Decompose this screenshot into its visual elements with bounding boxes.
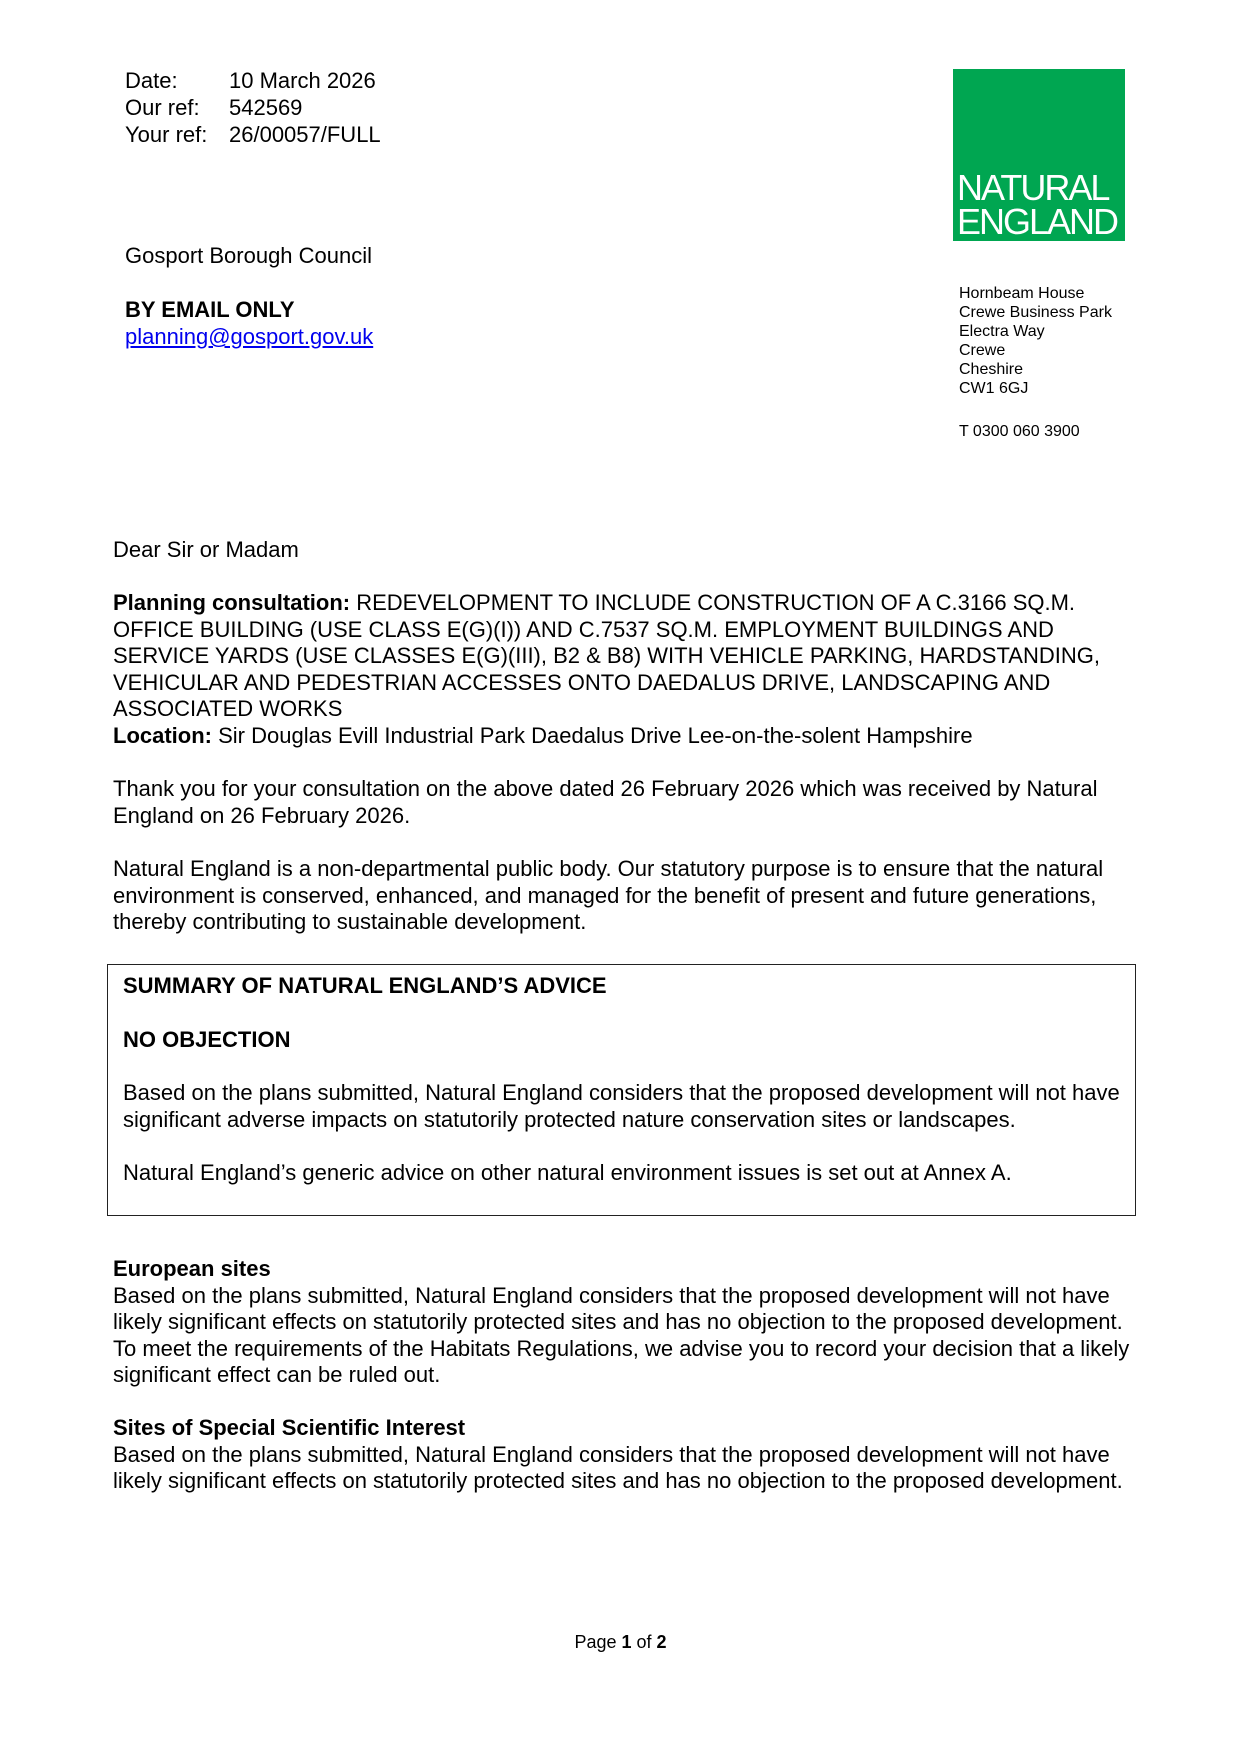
location-text: Sir Douglas Evill Industrial Park Daedalus Drive Lee-on-the-solent Hampshire [212, 722, 973, 748]
page-total: 2 [656, 1632, 667, 1652]
european-sites-text: Based on the plans submitted, Natural England considers that the proposed development will not have likely significant effects on statutorily protected sites and has no objection to the proposed development. To meet the requirements of the Habitats Regulations, we advise you to record your decision that a likely significant effect can be ruled out. [113, 1282, 1130, 1387]
location-line [113, 723, 1143, 750]
summary-paragraph-1: Based on the plans submitted, Natural England considers that the proposed development will not have significant adverse impacts on statutorily protected nature conservation sites or landscapes. [123, 1080, 1120, 1132]
consultation-label: Planning consultation: [113, 590, 351, 615]
summary-paragraph-2: Natural England’s generic advice on other natural environment issues is set out at Annex A. [123, 1160, 1012, 1185]
consultation-line [113, 590, 1143, 723]
page-current: 1 [621, 1632, 632, 1652]
summary-verdict: NO OBJECTION [123, 1026, 291, 1052]
address-line-2: Crewe Business Park [959, 304, 1112, 321]
advice-summary-box [107, 964, 1136, 1216]
of-word: of [631, 1632, 657, 1652]
address-line-1: Hornbeam House [959, 285, 1085, 302]
sssi-text: Based on the plans submitted, Natural England considers that the proposed development will not have likely significant effects on statutorily protected sites and has no objection to the proposed development. [113, 1441, 1123, 1493]
our-ref-label: Our ref: [125, 95, 200, 120]
address-line-4: Crewe [959, 342, 1006, 359]
date-label: Date: [125, 68, 178, 93]
address-line-3: Electra Way [959, 323, 1045, 340]
summary-content [123, 973, 1123, 1187]
salutation: Dear Sir or Madam [113, 537, 299, 562]
sssi-heading: Sites of Special Scientific Interest [113, 1415, 466, 1440]
page-word: Page [574, 1632, 622, 1652]
location-label: Location: [113, 722, 212, 748]
consultation-text: REDEVELOPMENT TO INCLUDE CONSTRUCTION OF A C.3166 SQ.M. OFFICE BUILDING (USE CLASS E(G)(I)) AND C.7537 SQ.M. EMPLOYMENT BUILDINGS AND SERVICE YARDS (USE CLASSES E(G)(III), B2 & B8) WITH VEHICLE PARKING, HARDSTANDING, VEHICULAR AND PEDESTRIAN ACCESSES ONTO DAEDALUS DRIVE, LANDSCAPING AND ASSOCIATED WORKS [113, 590, 1100, 721]
date-value: 10 March 2026 [229, 68, 376, 93]
our-ref-value: 542569 [229, 95, 303, 120]
about-paragraph: Natural England is a non-departmental public body. Our statutory purpose is to ensure that the natural environment is conserved, enhanced, and managed for the benefit of present and future generations, thereby contributing to sustainable development. [113, 856, 1104, 934]
your-ref-label: Your ref: [125, 122, 208, 147]
your-ref-row [125, 121, 381, 148]
address-line-5: Cheshire [959, 361, 1024, 378]
address-line-6: CW1 6GJ [959, 380, 1029, 397]
logo-line-2: ENGLAND [957, 201, 1118, 242]
summary-title: SUMMARY OF NATURAL ENGLAND’S ADVICE [123, 973, 607, 998]
logo-line-1: NATURAL [957, 167, 1109, 208]
page-number [0, 1631, 1241, 1653]
email-link[interactable]: planning@gosport.gov.uk [125, 324, 374, 349]
sssi-section [113, 1415, 1143, 1495]
addressee-name: Gosport Borough Council [125, 243, 373, 268]
european-sites-heading: European sites [113, 1256, 271, 1281]
thanks-paragraph: Thank you for your consultation on the above dated 26 February 2026 which was received by Natural England on 26 February 2026. [113, 776, 1098, 828]
sender-phone: T 0300 060 3900 [959, 423, 1080, 440]
our-ref-row [125, 94, 381, 121]
natural-england-logo [953, 69, 1125, 241]
delivery-note: BY EMAIL ONLY [125, 297, 295, 322]
date-row [125, 67, 381, 94]
consultation-block [113, 590, 1143, 749]
your-ref-value: 26/00057/FULL [229, 122, 381, 147]
european-sites-section [113, 1256, 1143, 1389]
sender-address [959, 284, 1112, 398]
logo-text [957, 167, 1118, 242]
letter-meta [125, 67, 381, 148]
